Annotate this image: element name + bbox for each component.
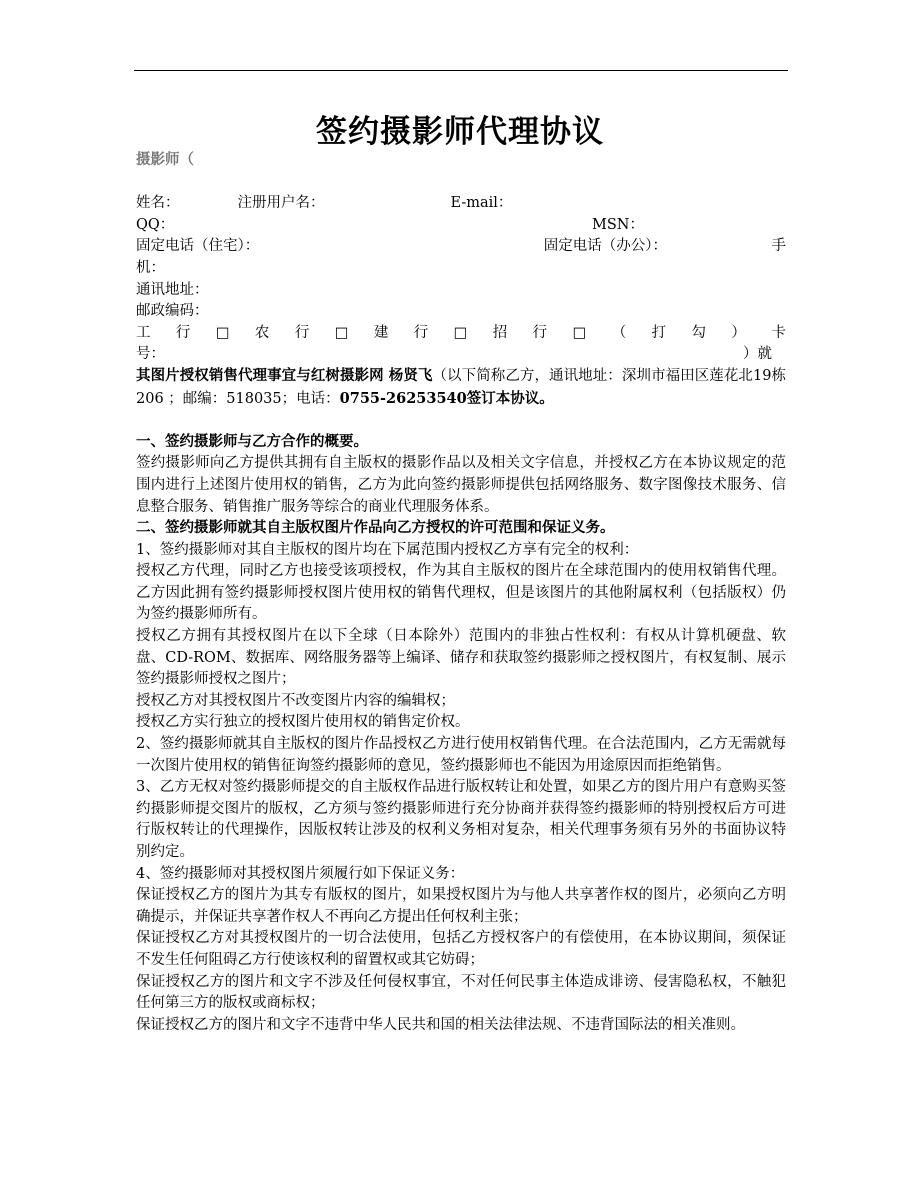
bank-option-char: 行 (175, 324, 191, 341)
clause-2: 2、签约摄影师就其自主版权的图片作品授权乙方进行使用权销售代理。在合法范围内，乙方无需就每一次图片使用权的销售征询签约摄影师的意见，签约摄影师也不能因为用途原因而拒绝销售。 (136, 736, 786, 774)
bank-option-char: 工 (136, 324, 151, 341)
qq-row (136, 215, 786, 237)
bank-option-char: 勾 (691, 324, 706, 341)
section-2-heading: 二、签约摄影师就其自主版权图片作品向乙方授权的许可范围和保证义务。 (136, 520, 615, 537)
bank-option-char: 行 (413, 324, 429, 341)
clause-3: 3、乙方无权对签约摄影师提交的自主版权作品进行版权转让和处置，如果乙方的图片用户有意购买签约摄影师提交图片的版权，乙方须与签约摄影师进行充分协商并获得签约摄影师的特别授权后方可进行版权转让的代理操作，因版权转让涉及的权利义务相对复杂，相关代理事务须有另外的书面协议特别约定。 (136, 779, 786, 860)
card-number-row (136, 344, 786, 366)
msn-field: MSN： (592, 216, 644, 233)
checkbox-glyph: □ (453, 324, 468, 341)
intro-address: （以下简称乙方，通讯地址：深圳市福田区莲花北19栋206 ；邮编：518035；电话： (136, 367, 787, 407)
intro-party-name: 其图片授权销售代理事宜与红树摄影网 杨贤飞 (136, 367, 433, 384)
clause-1-1: 1、签约摄影师对其自主版权的图片均在下属范围内授权乙方享有完全的权利： (136, 541, 639, 558)
checkbox-glyph: □ (215, 324, 230, 341)
clause-1-3: 授权乙方拥有其授权图片在以下全球（日本除外）范围内的非独占性权利：有权从计算机硬盘、软盘、CD-ROM、数据库、网络服务器等上编译、储存和获取签约摄影师之授权图片，有权复制、展示签约摄影师授权之图片； (136, 628, 786, 688)
phone-row (136, 236, 786, 258)
card-number-label: 号： (136, 346, 165, 363)
home-phone-field: 固定电话（住宅）： (136, 238, 260, 255)
clause-1-2: 授权乙方代理，同时乙方也接受该项授权，作为其自主版权的图片在全球范围内的使用权销售代理。乙方因此拥有签约摄影师授权图片使用权的销售代理权，但是该图片的其他附属权利（包括版权）仍为签约摄影师所有。 (136, 563, 786, 623)
document-body (136, 150, 786, 1036)
clause-4-4: 保证授权乙方的图片和文字不违背中华人民共和国的相关法律法规、不违背国际法的相关准则。 (136, 1016, 745, 1033)
clause-1-5: 授权乙方实行独立的授权图片使用权的销售定价权。 (136, 714, 470, 731)
mobile-label-b: 机： (136, 259, 165, 276)
checkbox-glyph: □ (572, 324, 587, 341)
postcode-field: 邮政编码： (136, 303, 209, 320)
header-rule (134, 70, 788, 71)
photographer-label: 摄影师（ (136, 152, 194, 168)
bank-option-char: （ (611, 324, 627, 341)
clause-4: 4、签约摄影师对其授权图片须履行如下保证义务： (136, 865, 465, 882)
checkbox-glyph: □ (334, 324, 349, 341)
clause-1-4: 授权乙方对其授权图片不改变图片内容的编辑权； (136, 692, 455, 709)
bank-options-row (136, 323, 786, 345)
bank-option-char: 建 (373, 324, 389, 341)
intro-paragraph (136, 366, 786, 410)
document-title: 签约摄影师代理协议 (316, 114, 604, 150)
card-number-end: ）就 (743, 346, 772, 363)
bank-option-char: 农 (254, 324, 270, 341)
clause-4-3: 保证授权乙方的图片和文字不涉及任何侵权事宜，不对任何民事主体造成诽谤、侵害隐私权，不触犯任何第三方的版权或商标权； (136, 973, 786, 1012)
name-field: 姓名： (136, 195, 180, 212)
bank-option-char: ） (731, 324, 746, 341)
email-field: E-mail： (450, 195, 513, 212)
office-phone-field: 固定电话（办公）： (543, 238, 667, 255)
intro-phone: 0755-26253540签订本协议。 (339, 389, 554, 407)
mobile-label-a: 手 (771, 238, 786, 255)
clause-4-2: 保证授权乙方对其授权图片的一切合法使用，包括乙方授权客户的有偿使用，在本协议期间，须保证不发生任何阻碍乙方行使该权利的留置权或其它妨碍； (136, 930, 786, 968)
name-row (136, 193, 786, 215)
clause-4-1: 保证授权乙方的图片为其专有版权的图片，如果授权图片为与他人共享著作权的图片，必须向乙方明确提示，并保证共享著作权人不再向乙方提出任何权利主张； (136, 887, 786, 925)
bank-option-char: 打 (651, 324, 667, 341)
bank-option-char: 卡 (771, 324, 786, 341)
section-1-heading: 一、签约摄影师与乙方合作的概要。 (136, 433, 368, 450)
address-field: 通讯地址： (136, 281, 209, 298)
bank-option-char: 行 (294, 324, 310, 341)
qq-field: QQ： (136, 216, 175, 233)
section-1-text: 签约摄影师向乙方提供其拥有自主版权的摄影作品以及相关文字信息，并授权乙方在本协议规定的范围内进行上述图片使用权的销售，乙方为此向签约摄影师提供包括网络服务、数字图像技术服务、信息整合服务、销售推广服务等综合的商业代理服务体系。 (136, 455, 786, 515)
username-field: 注册用户名： (237, 195, 325, 212)
bank-option-char: 招 (492, 324, 508, 341)
bank-option-char: 行 (532, 324, 548, 341)
